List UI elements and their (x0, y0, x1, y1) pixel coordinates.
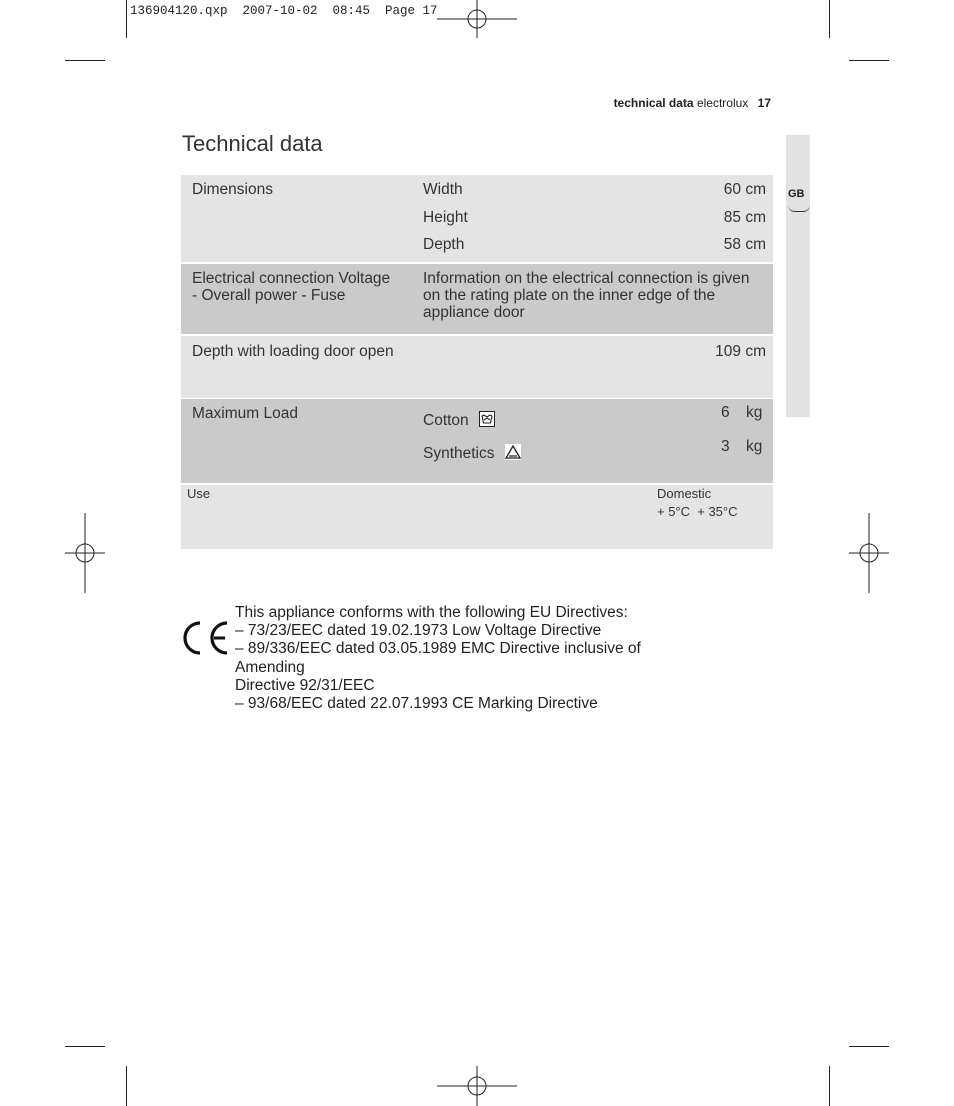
ce-line: – 73/23/EEC dated 19.02.1973 Low Voltage Directive (235, 622, 602, 640)
ce-line: – 89/336/EEC dated 03.05.1989 EMC Directive inclusive of (235, 640, 641, 658)
table-row-max-load (181, 399, 773, 483)
crop-mark-bottom-left-v (126, 1066, 127, 1106)
ce-line: This appliance conforms with the following EU Directives: (235, 604, 628, 621)
registration-mark-bottom-icon (437, 1066, 517, 1106)
crop-mark-bottom-right-v (829, 1066, 830, 1106)
electrical-label: Electrical connection Voltage - Overall power - Fuse (192, 270, 391, 304)
crop-mark-top-left-v (126, 0, 127, 38)
registration-mark-top-icon (437, 0, 517, 38)
language-badge-underline (788, 205, 810, 212)
page-title: Technical data (182, 131, 323, 156)
cotton-tub-icon (479, 411, 495, 427)
height-label: Height (423, 209, 468, 226)
depth-open-value: 109 cm (715, 343, 766, 360)
cotton-label: Cotton (423, 412, 469, 429)
synthetics-unit: kg (746, 438, 763, 455)
synthetics-label: Synthetics (423, 445, 495, 462)
ce-line: Amending (235, 658, 305, 676)
page-number: 17 (757, 96, 771, 110)
table-row-electrical (181, 264, 773, 334)
max-load-label: Maximum Load (192, 405, 298, 422)
registration-mark-right-icon (849, 513, 889, 593)
language-side-tab (786, 135, 810, 417)
registration-mark-left-icon (65, 513, 105, 593)
synthetics-item (423, 444, 521, 462)
running-head-brand: electrolux (696, 96, 749, 110)
crop-mark-bottom-left-h (65, 1046, 105, 1047)
depth-value: 58 cm (723, 236, 766, 253)
table-row-use (181, 485, 773, 549)
depth-label: Depth (423, 236, 465, 253)
crop-mark-top-left-h (65, 60, 105, 61)
width-value: 60 cm (723, 181, 766, 198)
running-head (614, 96, 771, 110)
cotton-unit: kg (746, 404, 763, 421)
language-badge: GB (788, 188, 805, 200)
crop-mark-bottom-right-h (849, 1046, 889, 1047)
electrical-info: Information on the electrical connection is given on the rating plate on the inner edge of the appliance door (423, 270, 750, 321)
crop-mark-top-right-v (829, 0, 830, 38)
table-row-depth-open (181, 336, 773, 398)
depth-open-label: Depth with loading door open (192, 343, 394, 360)
dimensions-label: Dimensions (192, 181, 273, 198)
print-slug: 136904120.qxp 2007-10-02 08:45 Page 17 (130, 4, 438, 18)
height-value: 85 cm (723, 209, 766, 226)
synthetics-triangle-icon (505, 444, 521, 460)
cotton-value: 6 (721, 404, 730, 421)
use-value: Domestic (657, 486, 712, 501)
use-temperature-range: + 5°C + 35°C (657, 504, 738, 519)
cotton-item (423, 411, 495, 429)
ce-directives-text (235, 604, 705, 713)
synthetics-value: 3 (721, 438, 730, 455)
width-label: Width (423, 181, 463, 198)
ce-mark-icon (181, 620, 229, 656)
technical-data-table (181, 175, 773, 549)
ce-line: Directive 92/31/EEC (235, 676, 375, 694)
running-head-section: technical data (613, 96, 694, 110)
use-label: Use (187, 486, 211, 501)
ce-line: – 93/68/EEC dated 22.07.1993 CE Marking Directive (235, 695, 598, 713)
crop-mark-top-right-h (849, 60, 889, 61)
table-row-dimensions (181, 175, 773, 262)
